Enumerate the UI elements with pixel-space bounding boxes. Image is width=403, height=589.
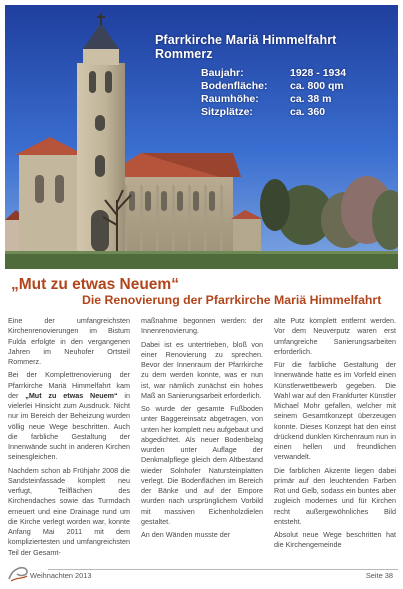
article-headline: „Mut zu etwas Neuem“ bbox=[11, 276, 179, 293]
paragraph: Absolut neue Wege beschritten hat die Kirchengemeinde bbox=[274, 530, 396, 550]
fact-row bbox=[201, 93, 398, 106]
article-column-2 bbox=[141, 316, 263, 559]
article-column-1 bbox=[8, 316, 130, 559]
paragraph-bold-quote: „Mut zu etwas Neuem“ bbox=[25, 390, 118, 400]
paragraph: Für die farbliche Gestaltung der Innenwände hatte es im Vorfeld einen Künstlerwettbewerb gegeben. Die Wahl war auf den Frankfurter Künstler Michael Mohr gefallen, welcher mit seinem Gesamtkonzept überzeugen konnte. Dieses Konzept hat den einst drückend dunklen Kirchenraum nun in einen hellen und freundlichen verwandelt. bbox=[274, 360, 396, 462]
fact-row bbox=[201, 106, 398, 119]
paragraph: Dabei ist es untertrieben, bloß von einer Renovierung zu sprechen. Bevor der Innenraum der Pfarrkirche zu dem werden konnte, was er nun ist, war nämlich zunächst ein hohes Maß an Sanierungsarbeit erforderlich. bbox=[141, 339, 263, 400]
paragraph: An den Wänden musste der bbox=[141, 530, 231, 539]
fact-value: ca. 360 bbox=[290, 106, 326, 118]
paragraph: Eine der umfangreichsten Kirchenrenovierungen im Bistum Fulda erfolgte in den vergangenen Jahren im Neuhofer Ortsteil Rommerz. bbox=[8, 316, 130, 366]
paragraph: alte Putz komplett entfernt werden. Vor dem Neuverputz waren erst umfangreiche Sanierungsarbeiten erforderlich. bbox=[274, 316, 396, 356]
footer-divider bbox=[48, 569, 398, 570]
fact-value: 1928 - 1934 bbox=[290, 67, 347, 79]
church-photo bbox=[5, 5, 398, 269]
paragraph-text: in vielerlei Hinsicht zum Ausdruck. Nicht nur im Bereich der Beheizung wurden völlig neue Wege beschritten. Auch die farbliche Gestaltung der Innenwände sucht in anderen Kirchen seinesgleichen. bbox=[8, 390, 130, 462]
swirl-logo-icon bbox=[7, 563, 29, 588]
fact-label: Raumhöhe: bbox=[201, 93, 259, 105]
fact-label: Baujahr: bbox=[201, 67, 244, 79]
paragraph: Nachdem schon ab Frühjahr 2008 die Sandsteinfassade komplett neu verfugt, Teilflächen des Kirchendaches sowie das Turmdach erneuert und eine Drainage rund um die Kirche verlegt worden war, konnte Anfang Mai 2011 mit dem kompliziertesten und umfangreichsten Teil der Gesamt- bbox=[8, 465, 130, 557]
paragraph bbox=[8, 370, 130, 462]
article-column-3 bbox=[274, 316, 396, 559]
church-title: Pfarrkirche Mariä Himmelfahrt Rommerz bbox=[155, 33, 337, 61]
fact-value: ca. 800 qm bbox=[290, 80, 344, 92]
article-body bbox=[8, 316, 398, 559]
paragraph: So wurde der gesamte Fußboden unter Baggereinsatz abgetragen, von unten her komplett neu aufgebaut und abgedichtet. Als neuer Bodenbelag wurden unter Auflage der Denkmalpflege gleich dem Altbestand wieder Solnhofer Natursteinplatten verlegt. Die Bodenflächen im Bereich der Bänke und auf der Empore wurden nach ursprünglichem Vorbild mit massiven Eichenholzdielen gestaltet. bbox=[141, 404, 263, 526]
paragraph-text: Bei der Komplettrenovierung der Pfarrkirche Mariä Himmelfahrt kam der bbox=[8, 370, 130, 400]
church-facts bbox=[201, 67, 398, 119]
paragraph: maßnahme begonnen werden: der Innenrenovierung. bbox=[141, 316, 263, 336]
fact-row bbox=[201, 67, 398, 80]
paragraph: Die farblichen Akzente liegen dabei primär auf den leuchtenden Farben Rot und Gelb, sodass ein buntes aber zugleich modernes und für Kirchen recht außergewöhnliches Bild entsteht. bbox=[274, 465, 396, 526]
fact-value: ca. 38 m bbox=[290, 93, 332, 105]
article-subheadline: Die Renovierung der Pfarrkirche Mariä Himmelfahrt bbox=[82, 293, 382, 307]
fact-row bbox=[201, 80, 398, 93]
fact-label: Sitzplätze: bbox=[201, 106, 253, 118]
footer-issue: Weihnachten 2013 bbox=[30, 571, 92, 580]
footer-page-number: Seite 38 bbox=[365, 571, 393, 580]
fact-label: Bodenfläche: bbox=[201, 80, 268, 92]
